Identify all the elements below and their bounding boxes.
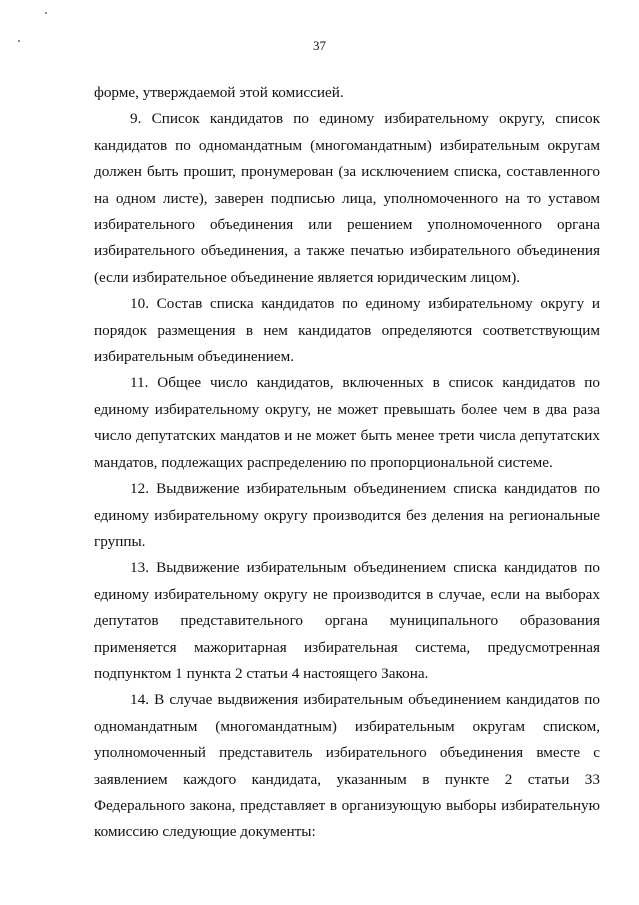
paragraph-continuation: форме, утверждаемой этой комиссией.	[94, 84, 344, 101]
paragraph-14: 14. В случае выдвижения избирательным объединением кандидатов по одномандатным (многомандатным) избирательным округам списком, уполномоченный представитель избирательного объединения вместе с заявлением каждого кандидата, указанным в пункте 2 статьи 33 Федерального закона, представляет в организующую выборы избирательную комиссию следующие документы:	[94, 691, 600, 841]
page-number: 37	[313, 38, 326, 53]
scan-speck	[45, 12, 47, 14]
document-body	[94, 80, 600, 846]
paragraph-12: 12. Выдвижение избирательным объединением списка кандидатов по единому избирательному округу производится без деления на региональные группы.	[94, 480, 600, 550]
paragraph-11: 11. Общее число кандидатов, включенных в список кандидатов по единому избирательному округу, не может превышать более чем в два раза число депутатских мандатов и не может быть менее трети числа депутатских мандатов, подлежащих распределению по пропорциональной системе.	[94, 374, 600, 471]
paragraph-10: 10. Состав списка кандидатов по единому избирательному округу и порядок размещения в нем кандидатов определяются соответствующим избирательным объединением.	[94, 295, 600, 366]
paragraph-13: 13. Выдвижение избирательным объединением списка кандидатов по единому избирательному округу не производится в случае, если на выборах депутатов представительного органа муниципального образования применяется мажоритарная избирательная система, предусмотренная подпунктом 1 пункта 2 статьи 4 настоящего Закона.	[94, 559, 600, 682]
paragraph-9: 9. Список кандидатов по единому избирательному округу, список кандидатов по одномандатным (многомандатным) избирательным округам должен быть прошит, пронумерован (за исключением списка, составленного на одном листе), заверен подписью лица, уполномоченного на то уставом избирательного объединения или решением уполномоченного органа избирательного объединения, а также печатью избирательного объединения (если избирательное объединение является юридическим лицом).	[94, 110, 600, 286]
